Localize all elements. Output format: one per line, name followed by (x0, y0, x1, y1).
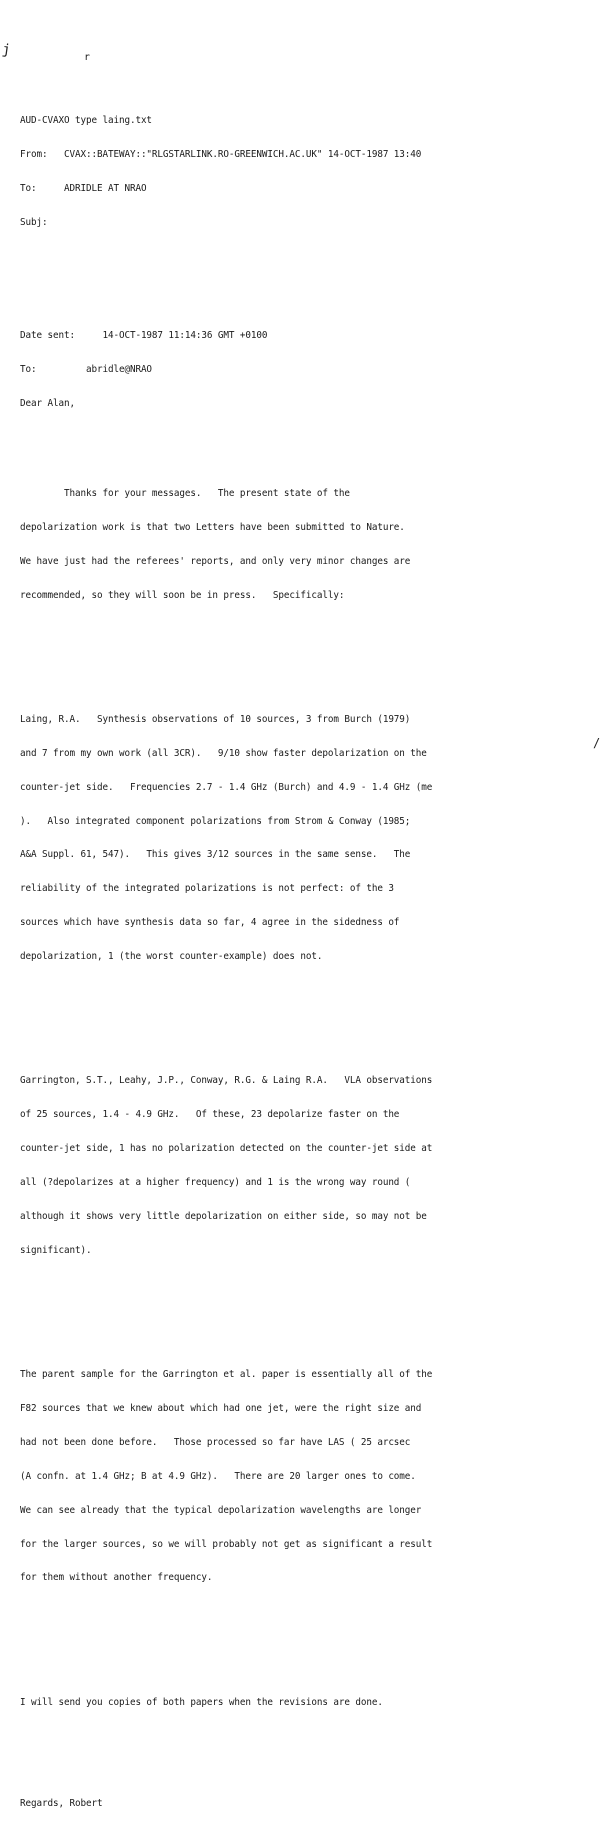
paragraph-line: significant). (20, 1244, 92, 1256)
paragraph-laing (20, 691, 605, 985)
paragraph-garrington (20, 1053, 605, 1279)
paragraph-line: counter-jet side. Frequencies 2.7 - 1.4 GHz (Burch) and 4.9 - 1.4 GHz (me (20, 781, 433, 793)
paragraph-line: We can see already that the typical depolarization wavelengths are longer (20, 1504, 422, 1516)
email-printout (20, 70, 605, 1832)
stray-mark-bottom: / (593, 736, 601, 750)
paragraph-line: recommended, so they will soon be in press. Specifically: (20, 589, 345, 601)
paragraph-line: We have just had the referees' reports, and only very minor changes are (20, 555, 411, 567)
paragraph-line: for the larger sources, so we will probably not get as significant a result (20, 1538, 433, 1550)
paragraph-line: of 25 sources, 1.4 - 4.9 GHz. Of these, 23 depolarize faster on the (20, 1109, 400, 1121)
paragraph-line: counter-jet side, 1 has no polarization detected on the counter-jet side at (20, 1143, 433, 1155)
margin-mark: j (0, 41, 12, 59)
stray-mark: r (84, 52, 91, 63)
to-line: To: ADRIDLE AT NRAO (20, 182, 147, 194)
date-sent-line: Date sent: 14-OCT-1987 11:14:36 GMT +0100 (20, 329, 268, 341)
paragraph-line: I will send you copies of both papers when the revisions are done. (20, 1696, 383, 1708)
paragraph-line: had not been done before. Those processed so far have LAS ( 25 arcsec (20, 1436, 411, 1448)
paragraph-line: (A confn. at 1.4 GHz; B at 4.9 GHz). There are 20 larger ones to come. (20, 1470, 416, 1482)
paragraph-parent-sample (20, 1347, 605, 1607)
paragraph-line: A&A Suppl. 61, 547). This gives 3/12 sources in the same sense. The (20, 849, 411, 861)
paragraph-line: Thanks for your messages. The present state of the (20, 487, 350, 499)
subject-line: Subj: (20, 216, 48, 228)
paragraph-line: Garrington, S.T., Leahy, J.P., Conway, R.G. & Laing R.A. VLA observations (20, 1075, 433, 1087)
email-header (20, 93, 605, 251)
signoff: Regards, Robert (20, 1798, 103, 1810)
greeting: Dear Alan, (20, 397, 75, 409)
paragraph-line: although it shows very little depolarization on either side, so may not be (20, 1210, 427, 1222)
paragraph-line: for them without another frequency. (20, 1572, 213, 1584)
paragraph-line: depolarization, 1 (the worst counter-example) does not. (20, 951, 323, 963)
paragraph-closing (20, 1674, 605, 1730)
command-line: AUD-CVAXO type laing.txt (20, 115, 152, 127)
paragraph-line: ). Also integrated component polarizations from Strom & Conway (1985; (20, 815, 411, 827)
paragraph-line: F82 sources that we knew about which had one jet, were the right size and (20, 1403, 422, 1415)
paragraph-line: all (?depolarizes at a higher frequency) and 1 is the wrong way round ( (20, 1177, 411, 1189)
paragraph-line: Laing, R.A. Synthesis observations of 10 sources, 3 from Burch (1979) (20, 713, 411, 725)
paragraph-line: and 7 from my own work (all 3CR). 9/10 show faster depolarization on the (20, 747, 427, 759)
paragraph-line: The parent sample for the Garrington et al. paper is essentially all of the (20, 1369, 433, 1381)
paragraph-intro (20, 465, 605, 623)
paragraph-line: reliability of the integrated polarizations is not perfect: of the 3 (20, 883, 394, 895)
paragraph-line: sources which have synthesis data so far, 4 agree in the sidedness of (20, 917, 400, 929)
paragraph-line: depolarization work is that two Letters have been submitted to Nature. (20, 521, 405, 533)
recipient-line: To: abridle@NRAO (20, 363, 152, 375)
email-meta (20, 307, 605, 431)
from-line: From: CVAX::BATEWAY::"RLGSTARLINK.RO-GREENWICH.AC.UK" 14-OCT-1987 13:40 (20, 149, 422, 161)
